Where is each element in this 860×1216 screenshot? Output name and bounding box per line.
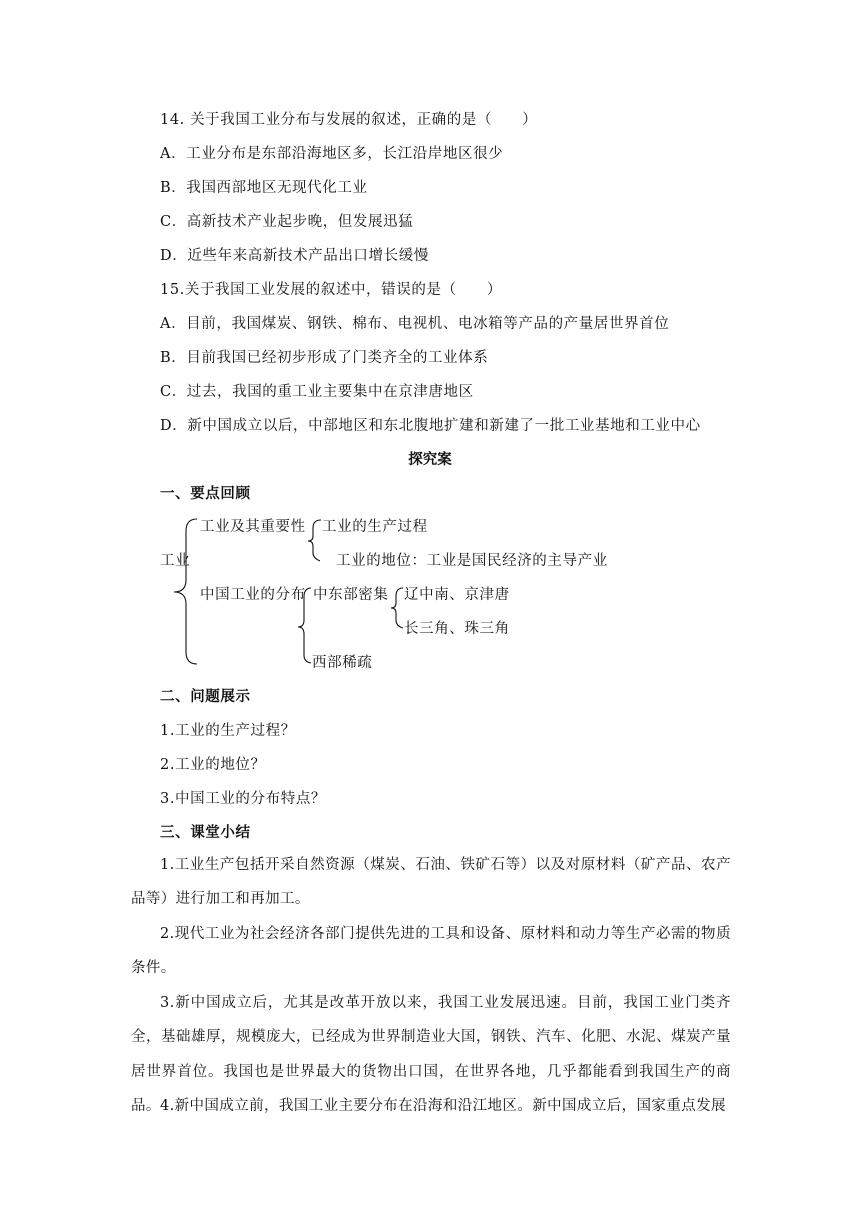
question-15-option-a: A．目前，我国煤炭、钢铁、棉布、电视机、电冰箱等产品的产量居世界首位 [160,316,670,332]
diagram-distribution: 中国工业的分布 [200,587,306,603]
part1-heading: 一、要点回顾 [160,486,251,502]
summary-paragraph-4: 4.新中国成立前，我国工业主要分布在沿海和沿江地区。新中国成立后，国家重点发展 [160,1098,726,1114]
east-brace [391,588,403,628]
question-14-option-c: C．高新技术产业起步晚，但发展迅猛 [160,214,414,230]
summary-paragraph-1: 1.工业生产包括开采自然资源（煤炭、石油、铁矿石等）以及对原材料（矿产品、农产品等）进行加工和再加工。 [131,857,731,908]
part2-item-1: 1.工业的生产过程？ [160,723,296,739]
section-title: 探究案 [408,452,452,468]
question-15-stem: 15.关于我国工业发展的叙述中，错误的是（ ） [160,282,502,298]
question-14-option-a: A．工业分布是东部沿海地区多，长江沿岸地区很少 [160,146,504,162]
diagram-chang-zhu: 长三角、珠三角 [404,621,510,637]
question-14-option-b: B．我国西部地区无现代化工业 [160,180,368,196]
part2-item-3: 3.中国工业的分布特点？ [160,791,327,807]
diagram-liao-jing: 辽中南、京津唐 [404,587,510,603]
part2-item-2: 2.工业的地位？ [160,757,266,773]
diagram-process: 工业的生产过程 [322,519,428,535]
diagram-root: 工业 [160,553,191,569]
question-15-option-d: D．新中国成立以后，中部地区和东北腹地扩建和新建了一批工业基地和工业中心 [160,418,701,434]
root-brace [174,519,197,664]
question-15-option-c: C．过去，我国的重工业主要集中在京津唐地区 [160,384,474,400]
question-14-stem: 14. 关于我国工业分布与发展的叙述，正确的是（ ） [160,112,538,128]
summary-paragraph-3: 3.新中国成立后，尤其是改革开放以来，我国工业发展迅速。目前，我国工业门类齐全，基础雄厚，规模庞大，已经成为世界制造业大国，钢铁、汽车、化肥、水泥、煤炭产量居世界首位。我国也是世界最大的货物出口国，在世界各地，几乎都能看到我国生产的商品。 [131,995,731,1115]
diagram-importance: 工业及其重要性 [200,519,306,535]
diagram-west-sparse: 西部稀疏 [312,655,373,671]
part2-heading: 二、问题展示 [160,689,251,705]
importance-brace [308,520,321,561]
part3-heading: 三、课堂小结 [160,825,251,841]
summary-paragraph-2: 2.现代工业为社会经济各部门提供先进的工具和设备、原材料和动力等生产必需的物质条件。 [131,926,731,977]
question-15-option-b: B．目前我国已经初步形成了门类齐全的工业体系 [160,350,489,366]
diagram-status: 工业的地位：工业是国民经济的主导产业 [336,553,608,569]
diagram-east-dense: 中东部密集 [313,587,389,603]
question-14-option-d: D．近些年来高新技术产品出口增长缓慢 [160,248,429,264]
